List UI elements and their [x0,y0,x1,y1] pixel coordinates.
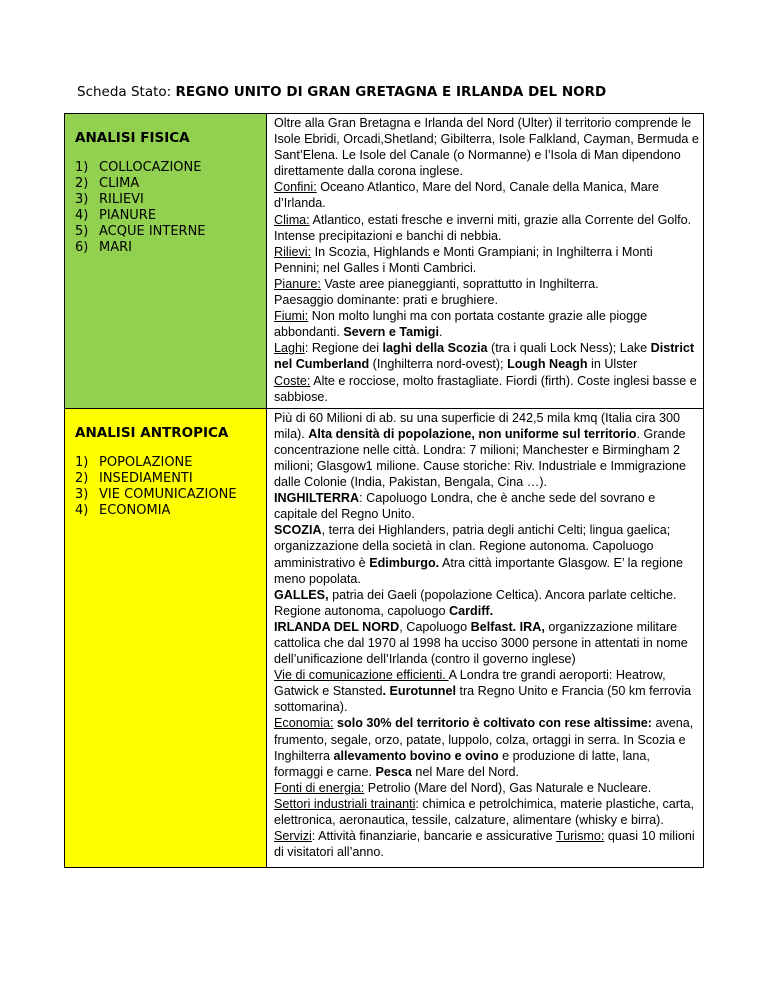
list-item [75,208,266,224]
coasts-label: Coste: [274,373,311,388]
physical-analysis-cell [65,114,267,409]
rivers-label: Fiumi: [274,309,309,324]
item-number: 4) [75,208,89,223]
wales-paragraph: GALLES, patria dei Gaeli (popolazione Celtica). Ancora parlate celtiche. Regione autonoma, capoluogo Cardiff. [274,587,677,618]
energy-label: Fonti di energia: [274,780,365,795]
country-sheet-table [64,113,704,868]
title-prefix: Scheda Stato: [77,84,176,100]
relief-label: Rilievi: [274,244,312,259]
item-label: VIE COMUNICAZIONE [99,486,237,502]
transport-label: Vie di comunicazione efficienti. [274,668,449,683]
item-label: COLLOCAZIONE [99,160,202,175]
list-item [75,160,266,176]
title-country: REGNO UNITO DI GRAN GRETAGNA E IRLANDA DEL NORD [175,84,607,100]
england-paragraph: INGHILTERRA: Capoluogo Londra, che è anche sede del sovrano e capitale del Regno Unito. [274,491,656,522]
population-paragraph: Più di 60 Milioni di ab. su una superficie di 242,5 mila kmq (Italia cira 300 mila). Alta densità di popolazione, non uniforme sul territorio. Grande concentrazione nelle città. Londra: 7 milioni; Manchester e Birmingham 2 milioni; Glasgow1 milione. Cause storiche: Riv. Industriale e Immigrazione dalle Colonie (India, Pakistan, Bengala, Cina …). [274,410,687,490]
item-label: MARI [99,240,132,255]
relief-paragraph: Rilievi: In Scozia, Highlands e Monti Grampiani; in Inghilterra i Monti Pennini; nel Galles i Monti Cambrici. [274,244,653,275]
borders-paragraph: Confini: Oceano Atlantico, Mare del Nord, Canale della Manica, Mare d’Irlanda. [274,180,660,211]
anthropic-analysis-cell [65,408,267,867]
anthropic-topics-list [65,455,266,519]
item-number: 1) [75,454,89,470]
list-item [75,471,266,487]
item-number: 3) [75,486,89,502]
landscape-paragraph: Paesaggio dominante: prati e brughiere. [274,293,499,308]
coasts-paragraph: Coste: Alte e rocciose, molto frastagliate. Fiordi (firth). Coste inglesi basse e sabbiose. [274,373,697,404]
climate-label: Clima: [274,212,310,227]
transport-paragraph: Vie di comunicazione efficienti. A Londra tre grandi aeroporti: Heatrow, Gatwick e Stansted. Eurotunnel tra Regno Unito e Francia (50 km ferrovia sottomarina). [274,668,692,715]
plains-paragraph: Pianure: Vaste aree pianeggianti, soprattutto in Inghilterra. [274,276,599,291]
economy-paragraph: Economia: solo 30% del territorio è coltivato con rese altissime: avena, frumento, segale, orzo, patate, luppolo, colza, ortaggi in serra. In Scozia e Inghilterra allevamento bovino e ovino e produzione di latte, lana, formaggi e carne. Pesca nel Mare del Nord. [274,716,694,779]
list-item [75,240,266,256]
physical-analysis-heading: ANALISI FISICA [75,130,190,146]
northern-ireland-paragraph: IRLANDA DEL NORD, Capoluogo Belfast. IRA, organizzazione militare cattolica che dal 1970 al 1998 ha ucciso 3000 persone in attentati in nome dell’unificazione dell’Irlanda (contro il governo inglese) [274,619,688,667]
energy-paragraph: Fonti di energia: Petrolio (Mare del Nord), Gas Naturale e Nucleare. [274,780,652,795]
climate-paragraph: Clima: Atlantico, estati fresche e inverni miti, grazie alla Corrente del Golfo. Intense precipitazioni e banchi di nebbia. [274,212,692,243]
item-number: 3) [75,192,89,207]
economy-label: Economia: [274,716,334,731]
item-number: 4) [75,502,89,518]
item-number: 2) [75,470,89,486]
lakes-paragraph: Laghi: Regione dei laghi della Scozia (tra i quali Lock Ness); Lake District nel Cumberland (Inghilterra nord-ovest); Lough Neagh in Ulster [274,341,695,372]
industry-label: Settori industriali trainanti [274,796,416,811]
list-item [75,503,266,519]
scotland-paragraph: SCOZIA, terra dei Highlanders, patria degli antichi Celti; lingua gaelica; organizzazione della società in clan. Regione autonoma. Capoluogo amministrativo è Edimburgo. Atra città importante Glasgow. E’ la regione meno popolata. [274,523,683,586]
page-title [77,84,606,100]
item-label: POPOLAZIONE [99,454,193,470]
services-label: Servizi [274,829,312,844]
list-item [75,224,266,240]
anthropic-row [65,408,704,867]
list-item [75,192,266,208]
item-number: 6) [75,240,89,255]
lakes-label: Laghi [274,341,305,356]
plains-label: Pianure: [274,276,321,291]
list-item [75,487,266,503]
industry-paragraph: Settori industriali trainanti: chimica e petrolchimica, materie plastiche, carta, elettronica, aeronautica, tessile, calzature, alimentare (whisky e birra). Servizi: Attività finanziarie, bancarie e assicurative Turismo: quasi 10 milioni di visitatori all’anno. [274,796,695,860]
item-label: CLIMA [99,176,140,191]
list-item [75,176,266,192]
territory-paragraph: Oltre alla Gran Bretagna e Irlanda del Nord (Ulter) il territorio comprende le Isole Ebridi, Orcadi,Shetland; Gibilterra, Isole Falkland, Cayman, Bermuda e Sant’Elena. Le Isole del Canale (o Normanne) e l’Isola di Man dipendono direttamente dalla corona inglese. [274,116,699,179]
item-label: ECONOMIA [99,502,171,518]
item-label: INSEDIAMENTI [99,470,193,486]
anthropic-description-cell [267,408,704,867]
physical-row [65,114,704,409]
item-number: 5) [75,224,89,239]
item-label: ACQUE INTERNE [99,224,206,239]
item-number: 2) [75,176,89,191]
borders-label: Confini: [274,180,317,195]
physical-topics-list [65,160,266,256]
anthropic-analysis-heading: ANALISI ANTROPICA [75,424,229,441]
item-label: RILIEVI [99,192,144,207]
physical-description-cell [267,114,704,409]
tourism-label: Turismo: [555,829,605,844]
item-label: PIANURE [99,208,157,223]
rivers-paragraph: Fiumi: Non molto lunghi ma con portata costante grazie alle piogge abbondanti. Severn e Tamigi. [274,309,648,340]
list-item [75,455,266,471]
item-number: 1) [75,160,89,175]
